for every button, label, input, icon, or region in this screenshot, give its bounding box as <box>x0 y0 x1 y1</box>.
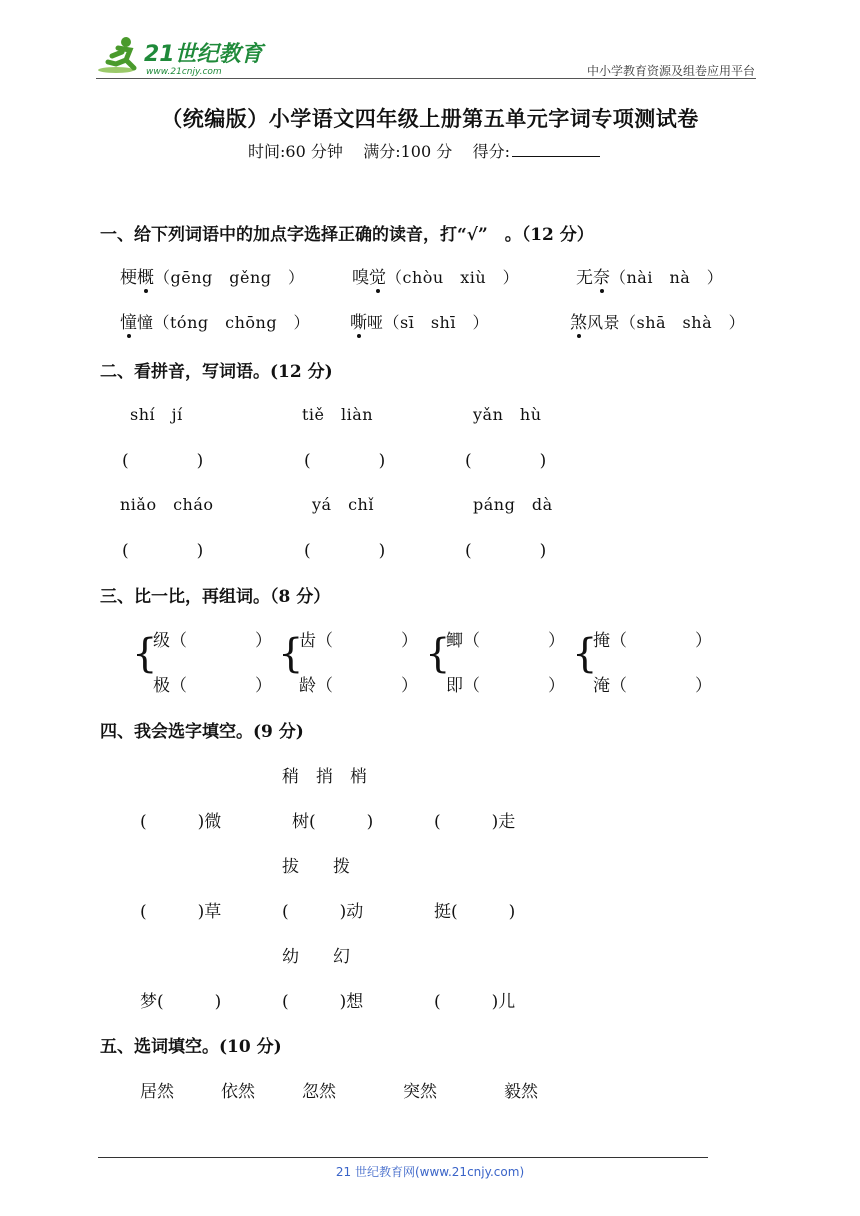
section-5-heading: 五、选词填空。(10 分) <box>100 1037 282 1057</box>
s1-item-pre: 无 <box>576 268 593 288</box>
logo-url: www.21cnjy.com <box>146 67 222 77</box>
fill-item[interactable]: ( )想 <box>282 992 364 1012</box>
dotted-char: 概 <box>137 263 154 288</box>
brace-icon: { <box>425 631 451 677</box>
word-option: 忽然 <box>302 1082 336 1102</box>
s1-options[interactable]: （chòu xiù ） <box>386 268 520 287</box>
answer-blank[interactable]: ( ) <box>465 541 547 561</box>
fill-item[interactable]: ( )微 <box>140 812 222 832</box>
fill-item[interactable]: ( )走 <box>434 812 516 832</box>
section-1-heading: 一、给下列词语中的加点字选择正确的读音，打“√” 。（12 分） <box>100 225 594 245</box>
pinyin-prompt: niǎo cháo <box>120 495 214 514</box>
compare-item[interactable]: 级（ ） <box>153 631 272 651</box>
char-options: 幼 幻 <box>282 947 350 967</box>
footer-link[interactable]: 21 世纪教育网(www.21cnjy.com) <box>335 1165 525 1179</box>
dotted-char: 觉 <box>369 263 386 288</box>
word-option: 突然 <box>403 1082 437 1102</box>
fill-item[interactable]: 挺( ) <box>434 902 516 922</box>
dotted-char: 嘶 <box>350 308 367 333</box>
s1-item-pre: 嗅 <box>352 268 369 288</box>
logo-text: 21世纪教育 <box>144 42 263 67</box>
word-option: 依然 <box>221 1082 255 1102</box>
fill-item[interactable]: ( )动 <box>282 902 364 922</box>
score-blank[interactable] <box>512 142 600 157</box>
pinyin-prompt: yá chǐ <box>312 495 374 514</box>
char-options: 拔 拨 <box>282 857 350 877</box>
time-limit: 时间:60 分钟 <box>248 142 343 161</box>
section-2-heading: 二、看拼音，写词语。(12 分) <box>100 362 333 382</box>
answer-blank[interactable]: ( ) <box>122 451 204 471</box>
header-slogan: 中小学教育资源及组卷应用平台 <box>586 64 755 78</box>
compare-item[interactable]: 即（ ） <box>446 676 565 696</box>
s1-item-1 <box>120 263 305 288</box>
fill-item[interactable]: 树( ) <box>292 812 374 832</box>
s1-options[interactable]: （gēng gěng ） <box>154 268 305 287</box>
compare-item[interactable]: 齿（ ） <box>299 631 418 651</box>
dotted-char: 憧 <box>120 308 137 333</box>
dotted-char: 煞 <box>570 308 587 333</box>
s1-options[interactable]: （nài nà ） <box>610 268 724 287</box>
site-logo <box>96 34 266 78</box>
word-option: 居然 <box>140 1082 174 1102</box>
s1-item-2 <box>352 263 519 288</box>
brace-icon: { <box>278 631 304 677</box>
compare-item[interactable]: 淹（ ） <box>593 676 712 696</box>
footer-divider <box>98 1157 708 1158</box>
answer-blank[interactable]: ( ) <box>304 541 386 561</box>
s1-item-6 <box>570 308 745 333</box>
s1-item-5 <box>350 308 489 333</box>
page-title: （统编版）小学语文四年级上册第五单元字词专项测试卷 <box>161 106 699 131</box>
exam-info <box>248 139 600 162</box>
answer-blank[interactable]: ( ) <box>465 451 547 471</box>
char-options: 稍 捎 梢 <box>282 767 367 787</box>
header-divider <box>96 78 756 79</box>
fill-item[interactable]: ( )草 <box>140 902 222 922</box>
brace-icon: { <box>572 631 598 677</box>
fill-item[interactable]: 梦( ) <box>140 992 222 1012</box>
brace-icon: { <box>132 631 158 677</box>
pinyin-prompt: shí jí <box>130 405 183 424</box>
running-man-logo-icon <box>96 34 266 78</box>
compare-item[interactable]: 掩（ ） <box>593 631 712 651</box>
compare-item[interactable]: 极（ ） <box>153 676 272 696</box>
answer-blank[interactable]: ( ) <box>304 451 386 471</box>
answer-blank[interactable]: ( ) <box>122 541 204 561</box>
s1-item-3 <box>576 263 723 288</box>
full-score: 满分:100 分 <box>363 142 453 161</box>
word-option: 毅然 <box>504 1082 538 1102</box>
s1-item-4 <box>120 308 310 333</box>
s1-item-pre: 梗 <box>120 268 137 288</box>
fill-item[interactable]: ( )儿 <box>434 992 516 1012</box>
pinyin-prompt: páng dà <box>473 495 553 514</box>
s1-options[interactable]: 风景（shā shà ） <box>587 313 746 332</box>
pinyin-prompt: tiě liàn <box>302 405 374 424</box>
s1-options[interactable]: 憧（tóng chōng ） <box>137 313 311 332</box>
score-label: 得分: <box>472 142 510 161</box>
dotted-char: 奈 <box>593 263 610 288</box>
compare-item[interactable]: 鲫（ ） <box>446 631 565 651</box>
section-4-heading: 四、我会选字填空。(9 分) <box>100 722 304 742</box>
s1-options[interactable]: 哑（sī shī ） <box>367 313 489 332</box>
compare-item[interactable]: 龄（ ） <box>299 676 418 696</box>
pinyin-prompt: yǎn hù <box>473 405 542 424</box>
section-3-heading: 三、比一比，再组词。（8 分） <box>100 587 331 607</box>
